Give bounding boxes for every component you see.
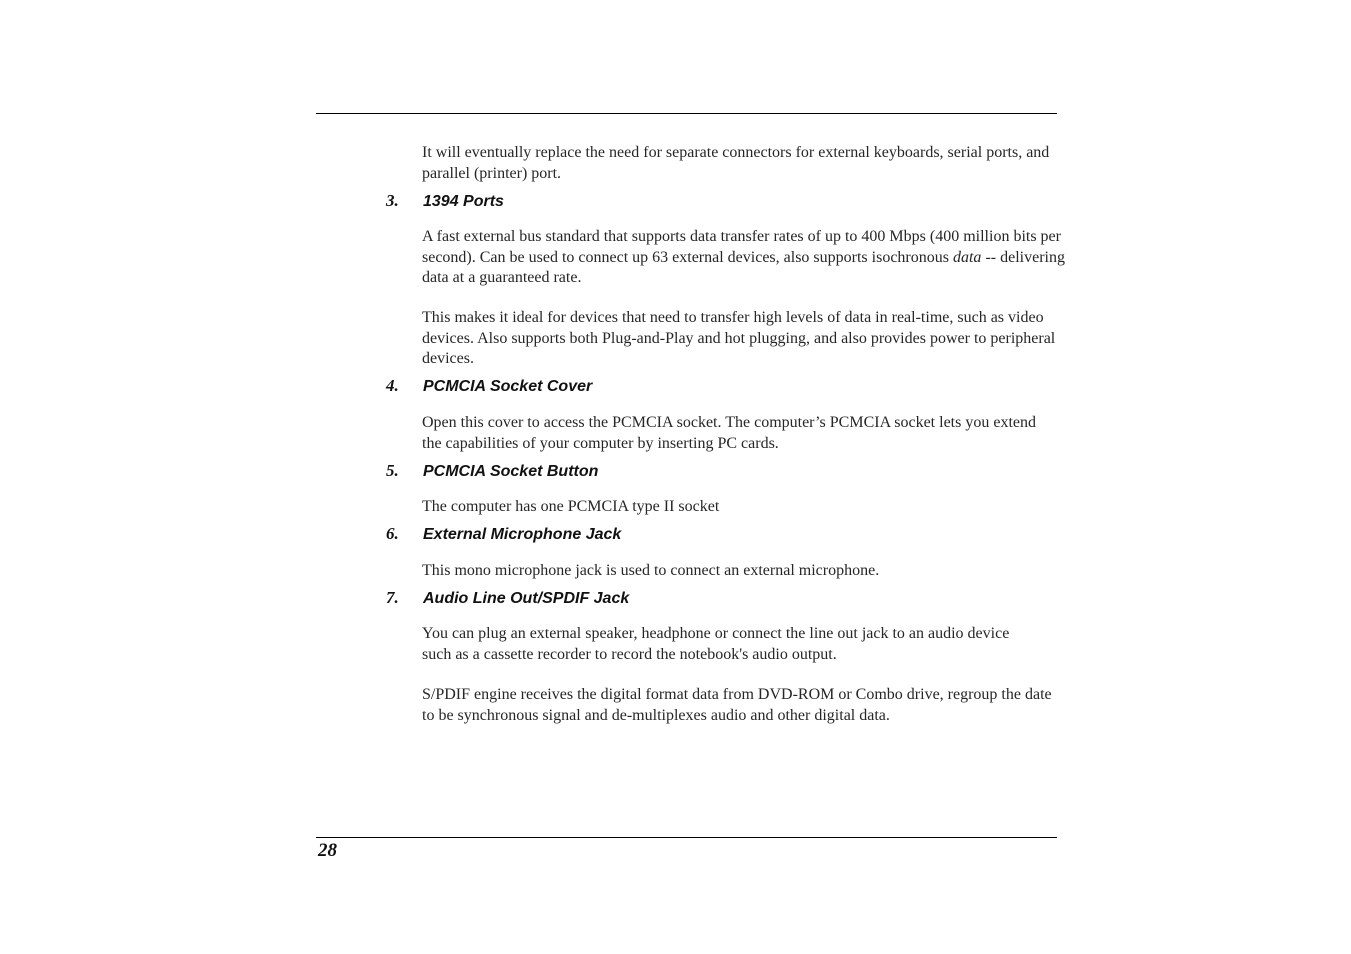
section-title: PCMCIA Socket Button bbox=[423, 463, 599, 480]
footer-rule bbox=[316, 837, 1057, 838]
section-number: 3. bbox=[386, 191, 399, 210]
section-paragraph: You can plug an external speaker, headphone or connect the line out jack to an audio device such as a cassette recorder to record the notebook's audio output. bbox=[422, 625, 1010, 663]
paragraph-text: -- delivering data at a guaranteed rate. bbox=[422, 248, 1065, 286]
section-heading-1394-ports bbox=[386, 191, 504, 211]
section-title: Audio Line Out/SPDIF Jack bbox=[423, 590, 630, 607]
section-title: PCMCIA Socket Cover bbox=[423, 378, 593, 395]
header-rule bbox=[316, 113, 1057, 114]
section-title: 1394 Ports bbox=[423, 193, 504, 210]
section-paragraph: This mono microphone jack is used to connect an external microphone. bbox=[422, 562, 880, 579]
section-paragraph bbox=[422, 227, 1072, 289]
section-paragraph: S/PDIF engine receives the digital format data from DVD-ROM or Combo drive, regroup the date to be synchronous signal and de-multiplexes audio and other digital data. bbox=[422, 686, 1052, 724]
section-paragraph: This makes it ideal for devices that need to transfer high levels of data in real-time, such as video devices. Also supports both Plug-and-Play and hot plugging, and also provides power to peripheral devices. bbox=[422, 309, 1056, 367]
paragraph-text: A fast external bus standard that supports data transfer rates of up to 400 Mbps (400 million bits per second). Can be used to connect up 63 external devices, also supports isochronous bbox=[422, 228, 1061, 266]
section-heading-audio-line-out bbox=[386, 588, 629, 608]
section-number: 5. bbox=[386, 461, 399, 480]
section-heading-pcmcia-socket-cover bbox=[386, 376, 592, 396]
emphasis-text: data bbox=[952, 248, 982, 266]
section-title: External Microphone Jack bbox=[423, 526, 622, 543]
section-paragraph: Open this cover to access the PCMCIA socket. The computer’s PCMCIA socket lets you extend the capabilities of your computer by inserting PC cards. bbox=[422, 414, 1036, 452]
section-number: 4. bbox=[386, 376, 399, 395]
section-heading-external-microphone-jack bbox=[386, 524, 621, 544]
section-number: 6. bbox=[386, 524, 399, 543]
intro-paragraph: It will eventually replace the need for separate connectors for external keyboards, serial ports, and parallel (printer) port. bbox=[422, 144, 1050, 182]
page-number: 28 bbox=[318, 840, 337, 861]
section-heading-pcmcia-socket-button bbox=[386, 461, 598, 481]
section-paragraph: The computer has one PCMCIA type II socket bbox=[422, 498, 720, 515]
section-number: 7. bbox=[386, 588, 399, 607]
